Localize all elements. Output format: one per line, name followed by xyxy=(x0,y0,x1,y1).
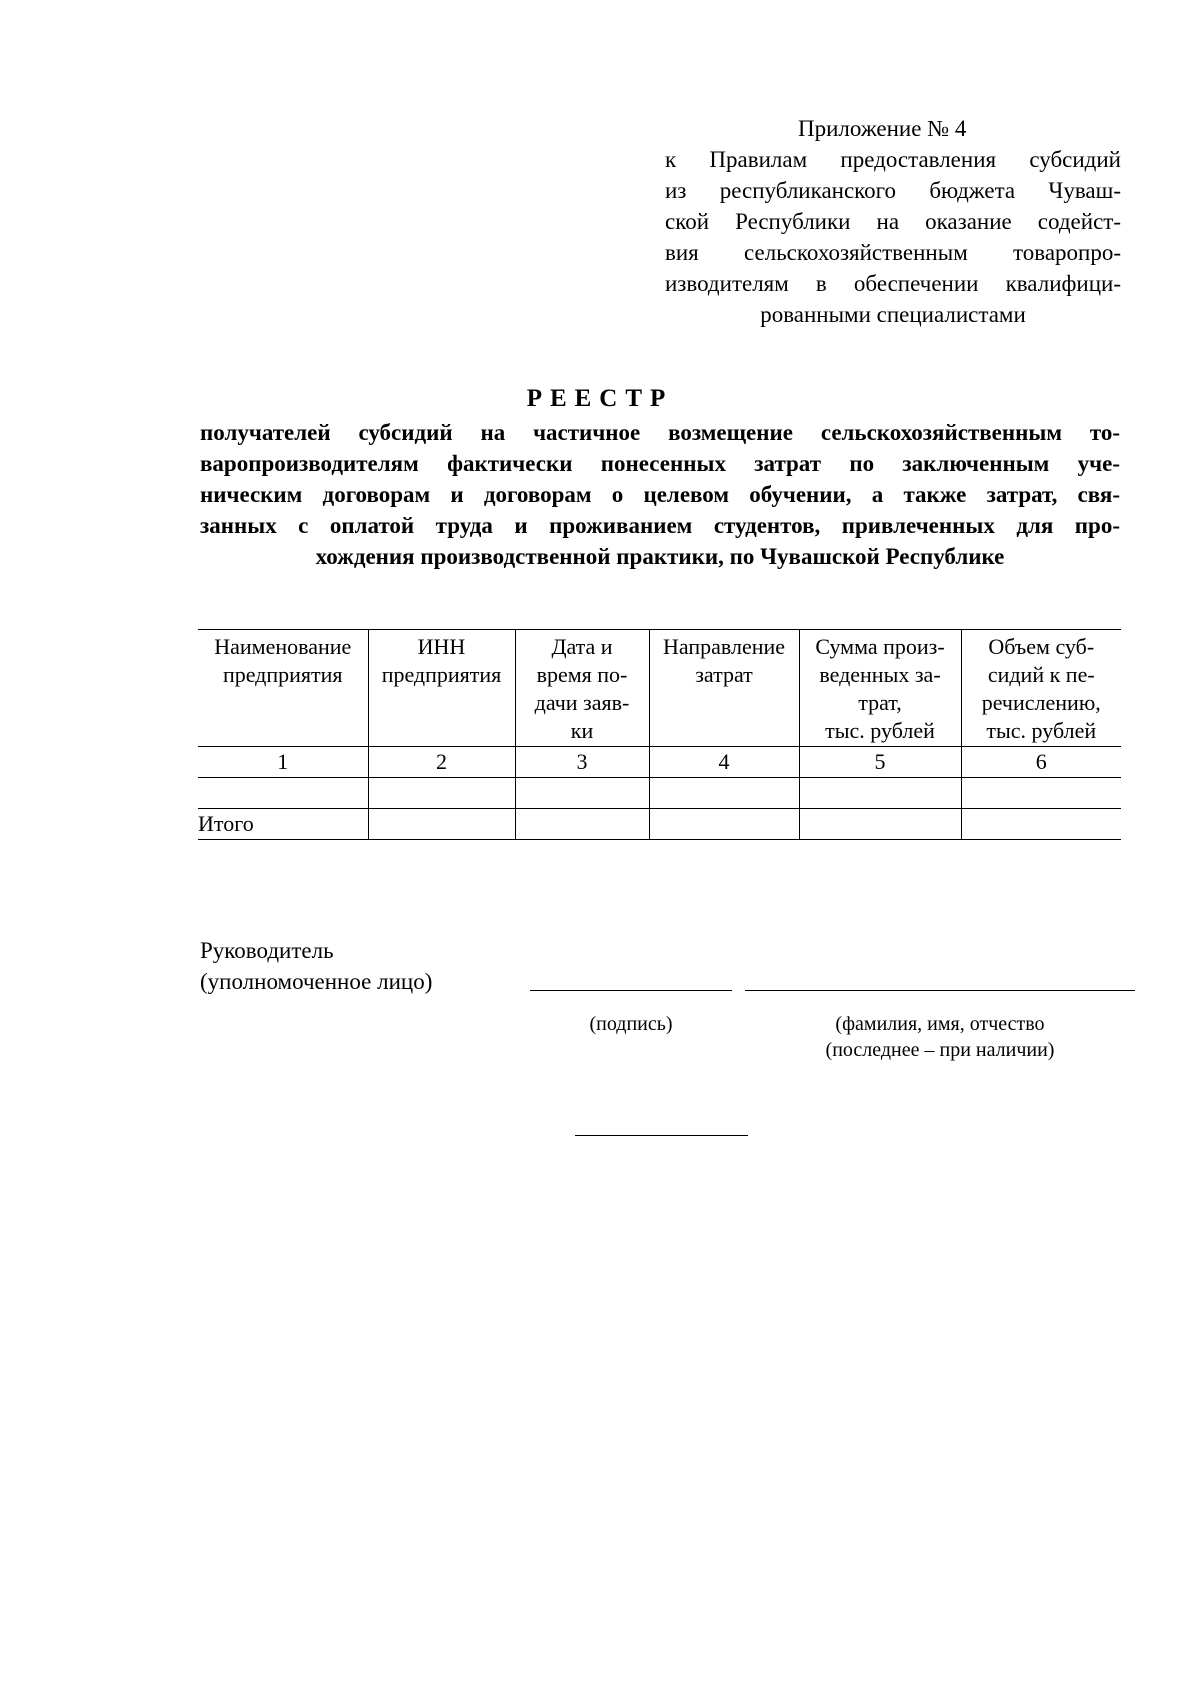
appendix-title: Приложение № 4 xyxy=(798,116,967,141)
total-label: Итого xyxy=(198,809,368,840)
appendix-line: из республиканского бюджета Чуваш- xyxy=(665,178,1121,203)
signer-role: Руководитель xyxy=(200,938,334,963)
column-number: 6 xyxy=(961,747,1121,778)
signer-role-note: (уполномоченное лицо) xyxy=(200,969,433,994)
appendix-line: изводителям в обеспечении квалифици- xyxy=(665,271,1121,296)
column-number: 3 xyxy=(515,747,649,778)
table-cell xyxy=(799,809,961,840)
subtitle-line: получателей субсидий на частичное возмещение сельскохозяйственным то- xyxy=(200,420,1120,445)
table-cell xyxy=(368,778,515,809)
table-cell xyxy=(515,809,649,840)
signature-line xyxy=(530,990,732,991)
subtitle-line: ническим договорам и договорам о целевом обучении, а также затрат, свя- xyxy=(200,482,1120,507)
appendix-line: вия сельскохозяйственным товаропро- xyxy=(665,240,1121,265)
column-number: 2 xyxy=(368,747,515,778)
table-cell xyxy=(368,809,515,840)
column-header-company-name: Наименование предприятия xyxy=(198,630,368,747)
table-cell xyxy=(961,778,1121,809)
signer-block xyxy=(200,935,432,997)
end-divider xyxy=(575,1135,748,1136)
table-row xyxy=(198,778,1121,809)
column-header-inn: ИНН предприятия xyxy=(368,630,515,747)
subtitle-line: хождения производственной практики, по Чувашской Республике xyxy=(315,544,1005,569)
table-number-row xyxy=(198,747,1121,778)
table-header-row xyxy=(198,630,1121,747)
table-cell xyxy=(961,809,1121,840)
appendix-line: рованными специалистами xyxy=(760,302,1026,327)
table-cell xyxy=(198,778,368,809)
signature-caption: (подпись) xyxy=(589,1013,673,1035)
registry-table xyxy=(198,629,1121,840)
column-number: 5 xyxy=(799,747,961,778)
appendix-block xyxy=(665,113,1121,330)
table-total-row xyxy=(198,809,1121,840)
column-header-subsidy-volume: Объем суб- сидий к пе- речислению, тыс. рублей xyxy=(961,630,1121,747)
subtitle-line: варопроизводителям фактически понесенных затрат по заключенным уче- xyxy=(200,451,1120,476)
registry-subtitle xyxy=(200,417,1120,572)
name-caption-note: (последнее – при наличии) xyxy=(825,1039,1055,1061)
column-number: 4 xyxy=(649,747,799,778)
column-header-costs-sum: Сумма произ- веденных за- трат, тыс. рублей xyxy=(799,630,961,747)
table-cell xyxy=(649,778,799,809)
registry-title: РЕЕСТР xyxy=(526,385,674,412)
subtitle-line: занных с оплатой труда и проживанием студентов, привлеченных для про- xyxy=(200,513,1120,538)
appendix-line: к Правилам предоставления субсидий xyxy=(665,147,1121,172)
column-header-cost-direction: Направление затрат xyxy=(649,630,799,747)
table-cell xyxy=(515,778,649,809)
appendix-line: ской Республики на оказание содейст- xyxy=(665,209,1121,234)
name-line xyxy=(745,990,1135,991)
name-caption: (фамилия, имя, отчество xyxy=(835,1013,1045,1035)
column-number: 1 xyxy=(198,747,368,778)
table-cell xyxy=(649,809,799,840)
column-header-date-time: Дата и время по- дачи заяв- ки xyxy=(515,630,649,747)
table-cell xyxy=(799,778,961,809)
